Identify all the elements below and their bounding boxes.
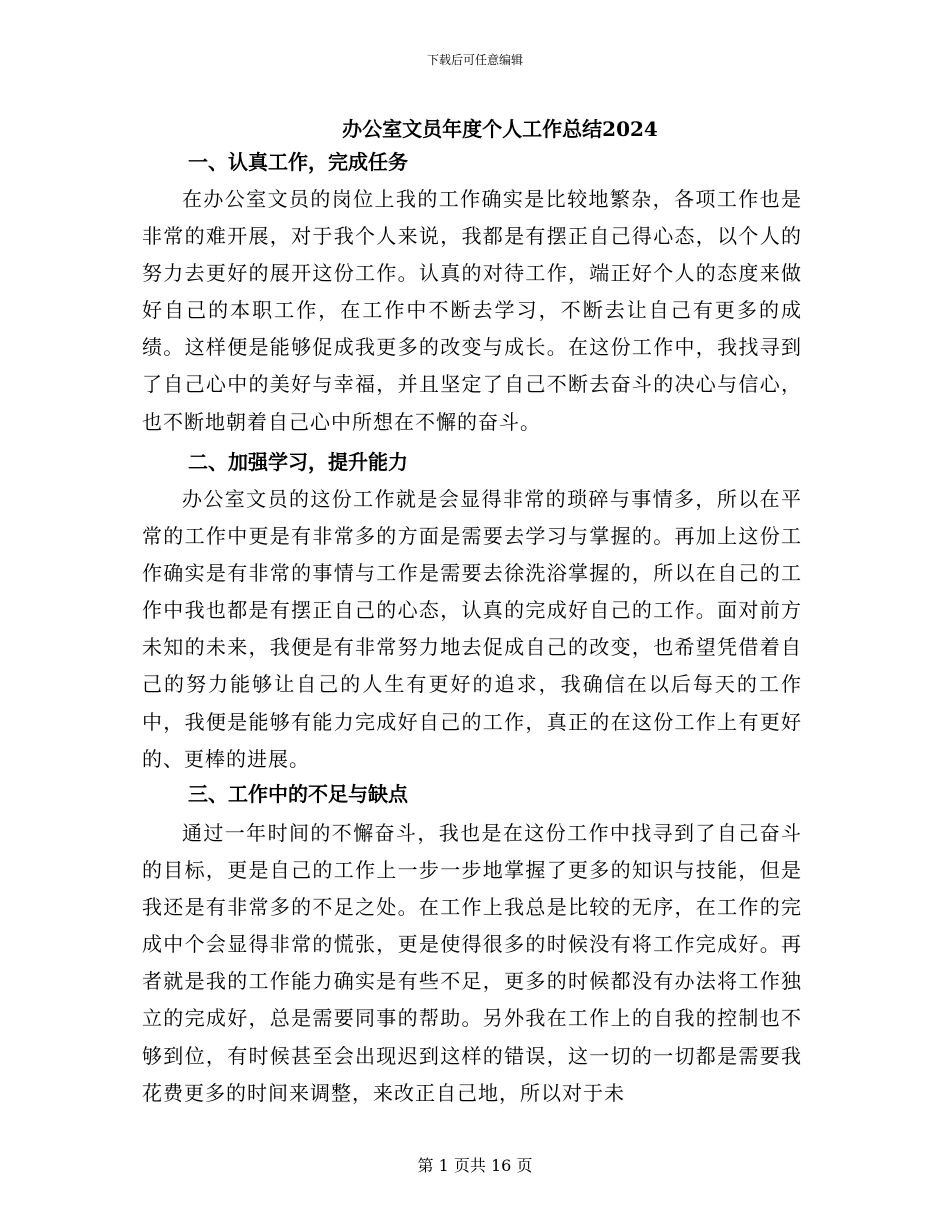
document-title: 办公室文员年度个人工作总结2024 xyxy=(342,117,658,141)
section-heading-2: 二、加强学习，提升能力 xyxy=(188,450,408,474)
section-paragraph-1: 在办公室文员的岗位上我的工作确实是比较地繁杂，各项工作也是非常的难开展，对于我个人来说，我都是有摆正自己得心态，以个人的努力去更好的展开这份工作。认真的对待工作，端正好个人的态度来做好自己的本职工作，在工作中不断去学习，不断去让自己有更多的成绩。这样便是能够促成我更多的改变与成长。在这份工作中，我找寻到了自己心中的美好与幸福，并且坚定了自己不断去奋斗的决心与信心，也不断地朝着自己心中所想在不懈的奋斗。 xyxy=(142,187,802,434)
section-paragraph-3: 通过一年时间的不懈奋斗，我也是在这份工作中找寻到了自己奋斗的目标，更是自己的工作上一步一步地掌握了更多的知识与技能，但是我还是有非常多的不足之处。在工作上我总是比较的无序，在工作的完成中个会显得非常的慌张，更是使得很多的时候没有将工作完成好。再者就是我的工作能力确实是有些不足，更多的时候都没有办法将工作独立的完成好，总是需要同事的帮助。另外我在工作上的自我的控制也不够到位，有时候甚至会出现迟到这样的错误，这一切的一切都是需要我花费更多的时间来调整，来改正自己地，所以对于未 xyxy=(142,821,802,1105)
section-paragraph-2: 办公室文员的这份工作就是会显得非常的琐碎与事情多，所以在平常的工作中更是有非常多的方面是需要去学习与掌握的。再加上这份工作确实是有非常的事情与工作是需要去徐洗浴掌握的，所以在自己的工作中我也都是有摆正自己的心态，认真的完成好自己的工作。面对前方未知的未来，我便是有非常努力地去促成自己的改变，也希望凭借着自己的努力能够让自己的人生有更好的追求，我确信在以后每天的工作中，我便是能够有能力完成好自己的工作，真正的在这份工作上有更好的、更棒的进展。 xyxy=(142,487,802,771)
section-heading-1: 一、认真工作，完成任务 xyxy=(188,150,408,174)
section-heading-3: 三、工作中的不足与缺点 xyxy=(188,782,408,806)
page-header: 下载后可任意编辑 xyxy=(426,53,523,67)
page-footer: 第 1 页共 16 页 xyxy=(417,1156,533,1175)
